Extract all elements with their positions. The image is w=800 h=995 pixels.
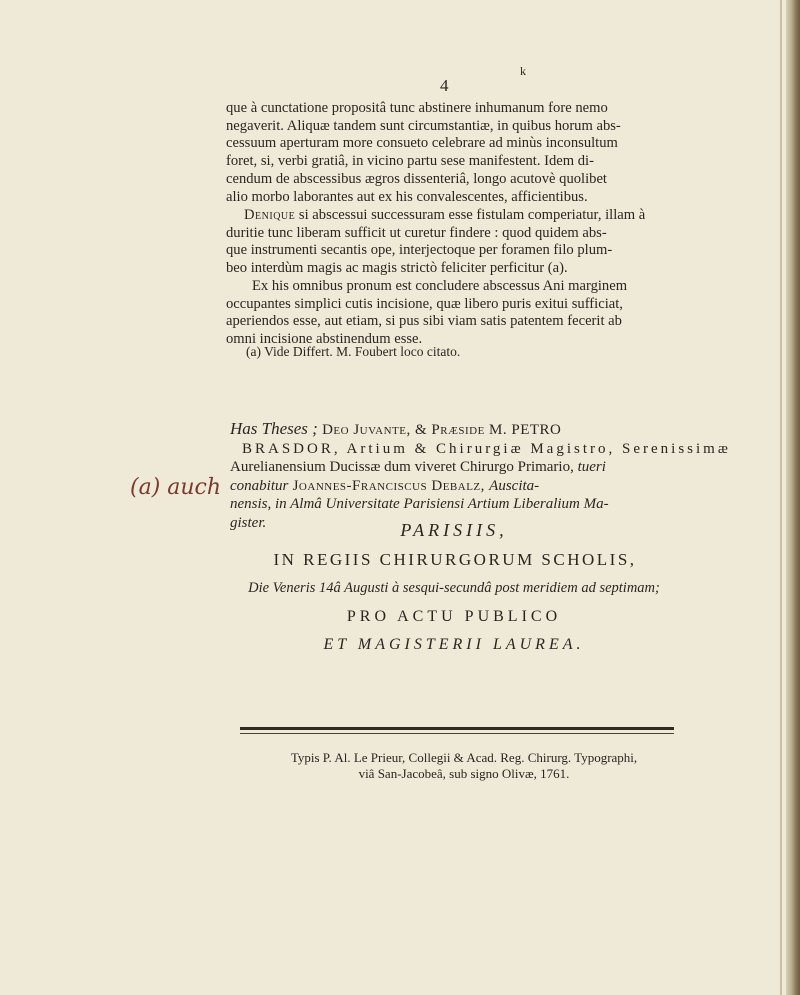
- text-line: alio morbo laborantes aut ex his convalescentes, afficientibus.: [226, 188, 588, 205]
- text-line: Ex his omnibus pronum est concludere abscessus Ani marginem: [252, 278, 628, 294]
- schools-heading: IN REGIIS CHIRURGORUM SCHOLIS,: [273, 550, 637, 569]
- page-edge: [780, 0, 782, 995]
- thesis-text: Aurelianensium Ducissæ dum viveret Chirurgo Primario,: [230, 459, 574, 476]
- footnote: (a) Vide Differt. M. Foubert loco citato.: [246, 344, 461, 359]
- text-line: cendum de abscessibus ægros dissenteriâ, longo acutovè quolibet: [226, 170, 607, 187]
- text-line: occupantes simplici cutis incisione, quæ libero puris exitui sufficiat,: [226, 295, 623, 312]
- imprint-line: viâ San-Jacobeâ, sub signo Olivæ, 1761.: [358, 766, 570, 781]
- thesis-text: nensis, in Almâ Universitate Parisiensi Artium Liberalium Ma-: [230, 496, 609, 513]
- page-number: 4: [440, 76, 449, 95]
- text-line: beo interdùm magis ac magis strictò feliciter perficitur (a).: [226, 260, 568, 277]
- thesis-text: Auscita-: [489, 477, 540, 494]
- thesis-text: BRASDOR, Artium & Chirurgiæ Magistro, Serenissimæ: [242, 440, 731, 457]
- divider-rule: [240, 733, 674, 734]
- imprint-line: Typis P. Al. Le Prieur, Collegii & Acad. Reg. Chirurg. Typographi,: [290, 750, 638, 765]
- printer-imprint: [254, 750, 674, 782]
- laurea-heading: ET MAGISTERII LAUREA.: [323, 636, 585, 653]
- text-line: omni incisione abstinendum esse.: [226, 331, 423, 348]
- lead-word: Denique: [244, 207, 296, 223]
- text-line: si abscessui successuram esse fistulam comperiatur, illam à: [295, 207, 646, 223]
- book-binding-edge: [786, 0, 800, 995]
- place-heading: PARISIIS,: [400, 520, 508, 540]
- paragraph-1: [226, 100, 672, 206]
- paragraph-3: [226, 278, 672, 349]
- corner-mark: k: [520, 64, 526, 78]
- text-line: que à cunctatione propositâ tunc abstinere inhumanum fore nemo: [226, 100, 608, 116]
- text-line: duritie tunc liberam sufficit ut curetur findere : quod quidem abs-: [226, 224, 607, 241]
- text-line: negaverit. Aliquæ tandem sunt circumstantiæ, in quibus horum abs-: [226, 117, 621, 134]
- actu-heading: PRO ACTU PUBLICO: [346, 608, 562, 625]
- divider-rule: [240, 727, 674, 730]
- text-line: foret, si, verbi gratiâ, in vicino partu sese manifestent. Idem di-: [226, 153, 594, 170]
- text-line: aperiendos esse, aut etiam, si pus sibi viam satis patentem fecerit ab: [226, 313, 622, 330]
- thesis-text: conabitur: [230, 477, 289, 494]
- date-line: Die Veneris 14â Augusti à sesqui-secundâ post meridiem ad septimam;: [248, 580, 660, 596]
- paragraph-2: [226, 207, 672, 278]
- thesis-text: gister.: [230, 514, 267, 531]
- author-name: Joannes-Franciscus Debalz,: [288, 477, 490, 494]
- text-line: que instrumenti secantis ope, interjectoque per foramen filo plum-: [226, 242, 613, 259]
- thesis-opening: Has Theses ;: [230, 419, 318, 438]
- text-line: cessuum aperturam more consueto celebrare ad minùs inconsultum: [226, 135, 618, 152]
- thesis-text: Deo Juvante, & Præside M. PETRO: [317, 422, 562, 438]
- thesis-text: tueri: [573, 459, 606, 476]
- handwritten-note: (a) auch: [130, 475, 222, 500]
- thesis-statement: [230, 419, 731, 533]
